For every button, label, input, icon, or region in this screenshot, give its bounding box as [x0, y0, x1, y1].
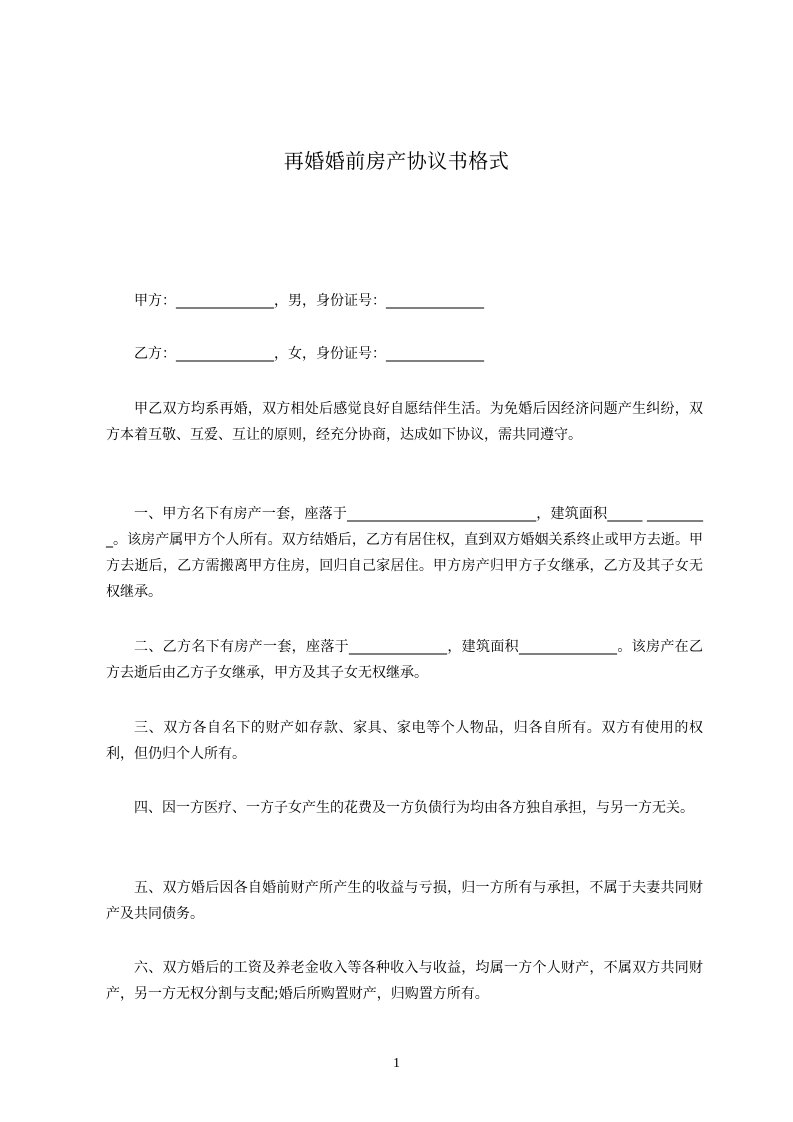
party-b-line: 乙方：______________，女，身份证号：______________ [134, 346, 484, 362]
clause-2: 二、乙方名下有房产一套，座落于______________，建筑面积______________。该房产在乙方去逝后由乙方子女继承，甲方及其子女无权继承。 [106, 639, 703, 681]
clause-3: 三、双方各自名下的财产如存款、家具、家电等个人物品，归各自所有。双方有使用的权利，但仍归个人所有。 [106, 720, 703, 762]
page-number: 1 [393, 1056, 400, 1071]
document-title: 再婚婚前房产协议书格式 [283, 149, 510, 173]
party-a-line: 甲方：______________，男，身份证号：______________ [134, 293, 484, 309]
clause-1: 一、甲方名下有房产一套，座落于___________________________，建筑面积_____ _________。该房产属甲方个人所有。双方结婚后，乙方有居住权，直到双方婚姻关系终止或甲方去逝。甲方去逝后，乙方需搬离甲方住房，回归自己家居住。甲方房产归甲方子女继承，乙方及其子女无权继承。 [106, 506, 703, 600]
clause-6: 六、双方婚后的工资及养老金收入等各种收入与收益，均属一方个人财产，不属双方共同财产，另一方无权分割与支配;婚后所购置财产，归购置方所有。 [106, 960, 703, 1002]
intro-paragraph: 甲乙双方均系再婚，双方相处后感觉良好自愿结伴生活。为免婚后因经济问题产生纠纷，双方本着互敬、互爱、互让的原则，经充分协商，达成如下协议，需共同遵守。 [106, 401, 703, 443]
clause-4: 四、因一方医疗、一方子女产生的花费及一方负债行为均由各方独自承担，与另一方无关。 [134, 800, 694, 816]
clause-5: 五、双方婚后因各自婚前财产所产生的收益与亏损，归一方所有与承担，不属于夫妻共同财产及共同债务。 [106, 880, 703, 922]
